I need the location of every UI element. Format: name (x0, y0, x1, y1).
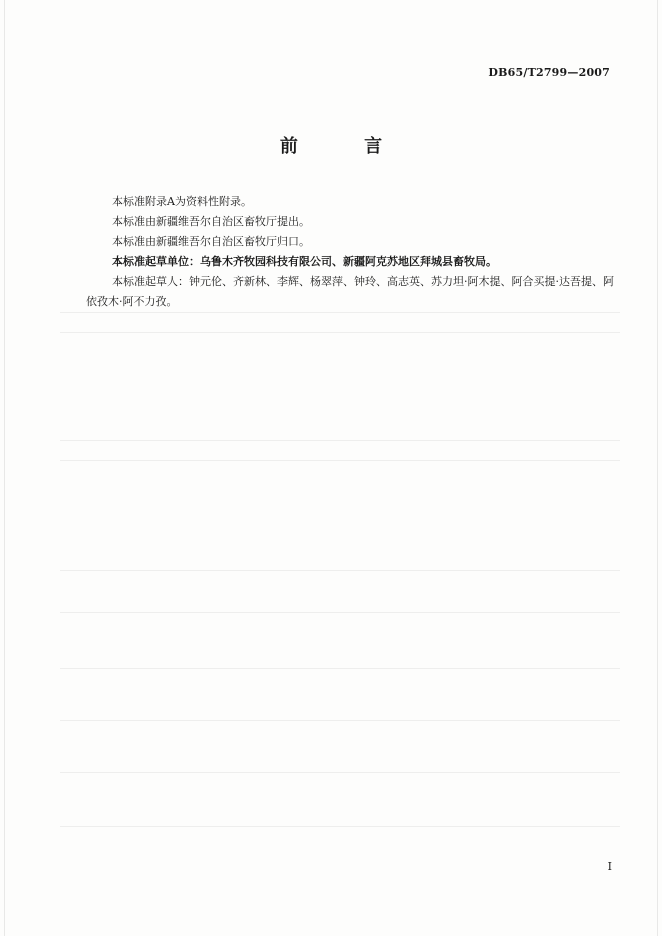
paragraph-proposer: 本标准由新疆维吾尔自治区畜牧厅提出。 (112, 215, 310, 228)
paragraph-administrator: 本标准由新疆维吾尔自治区畜牧厅归口。 (112, 235, 310, 248)
paragraph-annex: 本标准附录A为资料性附录。 (112, 195, 252, 208)
bleed-through-line (60, 440, 620, 441)
bleed-through-line (60, 612, 620, 613)
bleed-through-line (60, 332, 620, 333)
bleed-through-line (60, 772, 620, 773)
bleed-through-line (60, 668, 620, 669)
paragraph-drafters: 本标准起草人：钟元伦、齐新林、李辉、杨翠萍、钟玲、高志英、苏力坦·阿木提、阿合买提·达吾提、阿依孜木·阿不力孜。 (86, 275, 614, 308)
paragraph-drafting-units: 本标准起草单位：乌鲁木齐牧园科技有限公司、新疆阿克苏地区拜城县畜牧局。 (112, 255, 497, 268)
bleed-through-line (60, 312, 620, 313)
bleed-through-line (60, 570, 620, 571)
bleed-through-line (60, 460, 620, 461)
page-number: I (607, 860, 612, 873)
bleed-through-line (60, 720, 620, 721)
bleed-through-line (60, 826, 620, 827)
page-title: 前 言 (279, 136, 413, 157)
standard-code: DB65/T2799—2007 (488, 66, 610, 79)
foreword-body (86, 192, 614, 312)
